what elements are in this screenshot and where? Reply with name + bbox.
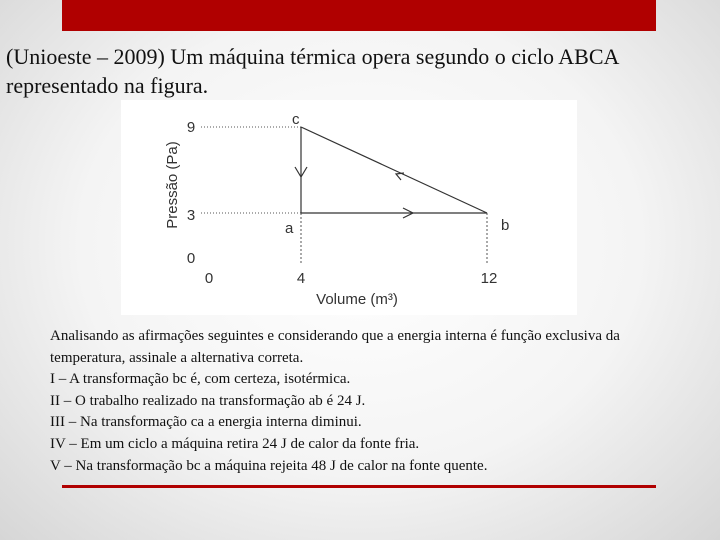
statement-item-5: V – Na transformação bc a máquina rejeita 48 J de calor na fonte quente. xyxy=(50,457,488,474)
x-tick-4: 4 xyxy=(296,270,306,287)
statement-item-4: IV – Em um ciclo a máquina retira 24 J de calor da fonte fria. xyxy=(50,435,420,452)
x-tick-0: 0 xyxy=(204,270,214,287)
y-tick-0: 0 xyxy=(186,250,196,267)
statement-intro: Analisando as afirmações seguintes e considerando que a energia interna é função exclusiva da temperatura, assinale a alternativa correta. xyxy=(50,328,620,366)
question-statement xyxy=(50,326,690,477)
pv-diagram xyxy=(121,100,577,315)
y-tick-9: 9 xyxy=(186,119,196,136)
y-axis-label: Pressão (Pa) xyxy=(164,141,181,229)
top-accent-bar xyxy=(62,0,656,31)
x-tick-12: 12 xyxy=(480,270,498,287)
statement-item-3: III – Na transformação ca a energia interna diminui. xyxy=(50,414,362,431)
y-tick-3: 3 xyxy=(186,207,196,224)
point-label-b: b xyxy=(501,217,510,234)
point-label-c: c xyxy=(292,111,300,128)
point-label-a: a xyxy=(285,220,294,237)
statement-item-1: I – A transformação bc é, com certeza, isotérmica. xyxy=(50,371,351,388)
x-axis-label: Volume (m³) xyxy=(316,291,398,308)
statement-item-2: II – O trabalho realizado na transformação ab é 24 J. xyxy=(50,392,366,409)
question-title: (Unioeste – 2009) Um máquina térmica opera segundo o ciclo ABCA representado na figura. xyxy=(6,44,619,98)
bottom-accent-line xyxy=(62,485,656,488)
process-bc xyxy=(301,127,487,213)
